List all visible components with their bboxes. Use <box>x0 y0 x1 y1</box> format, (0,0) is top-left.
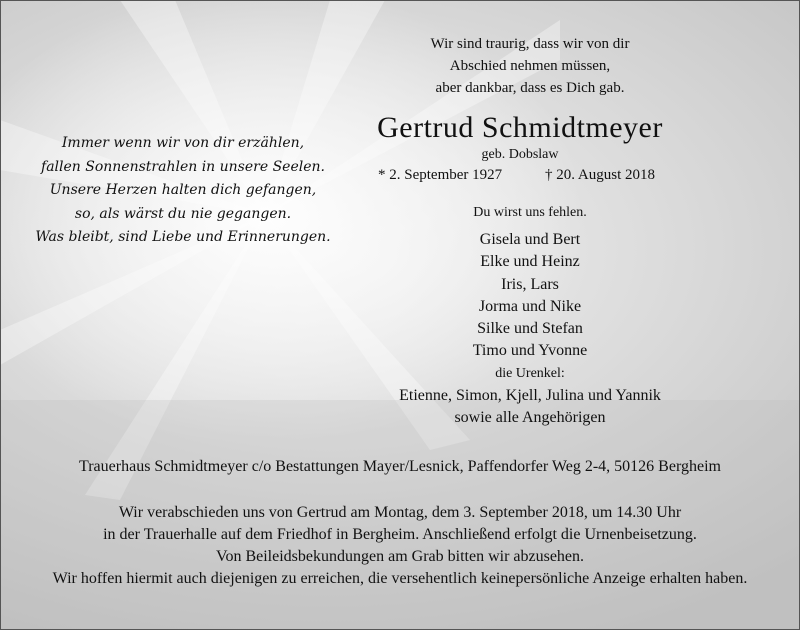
motto-line: Abschied nehmen müssen, <box>449 58 611 74</box>
service-line: Wir hoffen hiermit auch diejenigen zu erreichen, die versehentlich keinepersönliche Anzeige erhalten haben. <box>52 570 748 587</box>
birth-date: * 2. September 1927 <box>378 167 503 183</box>
poem <box>28 132 338 250</box>
mourners-list <box>330 229 730 430</box>
motto <box>380 33 680 99</box>
poem-line: Immer wenn wir von dir erzählen, <box>61 135 305 151</box>
mourner-name: Silke und Stefan <box>477 320 583 338</box>
mourning-house-address: Trauerhaus Schmidtmeyer c/o Bestattungen Mayer/Lesnick, Paffendorfer Weg 2-4, 50126 Bergheim <box>79 458 721 475</box>
mourner-name: Timo und Yvonne <box>472 342 588 360</box>
mourner-name: Gisela und Bert <box>479 231 581 248</box>
mourner-name: Jorma und Nike <box>478 297 582 315</box>
mourners-intro: Du wirst uns fehlen. <box>473 205 587 220</box>
relatives: sowie alle Angehörigen <box>454 409 606 427</box>
great-grandchildren-label: die Urenkel: <box>495 365 565 381</box>
motto-line: Wir sind traurig, dass wir von dir <box>430 36 630 52</box>
poem-line: Was bleibt, sind Liebe und Erinnerungen. <box>35 229 331 245</box>
service-line: Wir verabschieden uns von Gertrud am Montag, dem 3. September 2018, um 14.30 Uhr <box>118 504 682 521</box>
service-line: in der Trauerhalle auf dem Friedhof in Bergheim. Anschließend erfolgt die Urnenbeisetzung. <box>103 526 697 543</box>
mourner-name: Iris, Lars <box>501 275 559 293</box>
poem-line: so, als wärst du nie gegangen. <box>74 205 292 222</box>
birth-name: geb. Dobslaw <box>481 147 559 162</box>
motto-line: aber dankbar, dass es Dich gab. <box>435 80 625 96</box>
great-grandchildren: Etienne, Simon, Kjell, Julina und Yannik <box>399 387 661 405</box>
service-information <box>0 502 800 590</box>
death-date: † 20. August 2018 <box>545 167 656 183</box>
poem-line: fallen Sonnenstrahlen in unsere Seelen. <box>41 158 325 175</box>
service-line: Von Beileidsbekundungen am Grab bitten wir abzusehen. <box>215 548 585 565</box>
deceased-name: Gertrud Schmidtmeyer <box>377 111 663 144</box>
mourner-name: Elke und Heinz <box>480 253 580 271</box>
poem-line: Unsere Herzen halten dich gefangen, <box>49 182 317 198</box>
